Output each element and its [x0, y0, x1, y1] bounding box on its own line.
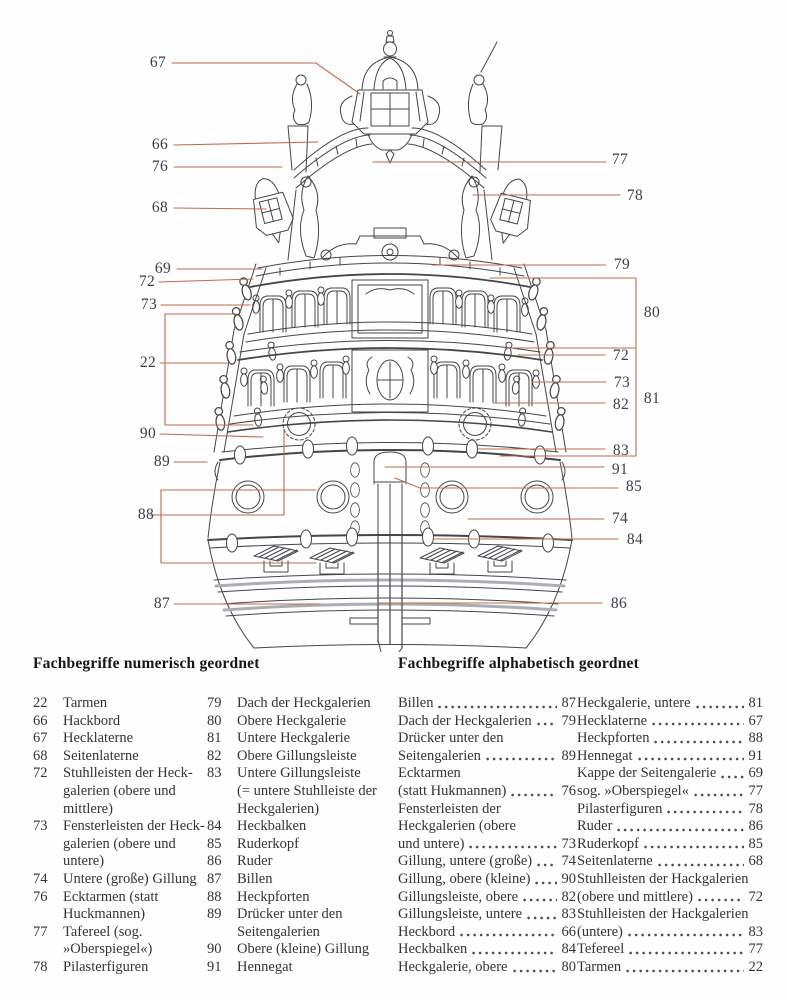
alphabetic-term-row	[577, 959, 763, 977]
term-number: 91	[207, 958, 222, 975]
numeric-term-row	[33, 941, 205, 959]
term-text: Untere Heckgalerie	[237, 730, 351, 747]
term-number: 87	[207, 870, 222, 887]
term-text: Ruder	[237, 853, 273, 870]
term-number	[33, 783, 55, 801]
callout-number: 68	[151, 199, 169, 216]
alphabetic-term-row	[577, 889, 763, 907]
term-text: Heckpforten	[237, 888, 310, 905]
term-text: Heckbord	[398, 923, 456, 940]
counter-drawing	[208, 452, 572, 538]
term-text: Stuhlleisten der Heck-	[63, 765, 193, 782]
alphabetic-term-row	[398, 871, 576, 889]
callout-number: 89	[153, 453, 171, 470]
term-text: (untere)	[577, 923, 623, 940]
term-page: 68	[748, 853, 763, 870]
alphabetic-term-row	[398, 765, 576, 783]
term-text: Tarmen	[577, 958, 622, 975]
term-number	[33, 941, 55, 959]
term-page: 81	[748, 695, 763, 711]
numeric-term-row	[33, 959, 205, 977]
numeric-term-row	[33, 801, 205, 819]
term-text: Huckmannen)	[63, 906, 146, 923]
alphabetic-term-row	[398, 748, 576, 766]
dot-leader	[721, 774, 744, 780]
term-page: 84	[561, 941, 576, 958]
term-number: 74	[33, 870, 48, 887]
term-text: Hackbord	[63, 712, 121, 729]
alphabetic-term-row	[577, 713, 763, 731]
term-text: Obere Gillungsleiste	[237, 747, 357, 764]
term-number: 85	[207, 835, 222, 852]
term-number: 90	[207, 941, 222, 958]
numeric-term-row	[207, 801, 395, 819]
alphabetic-term-row	[398, 818, 576, 836]
dot-leader	[652, 721, 744, 727]
numeric-term-row	[33, 818, 205, 836]
term-number: 22	[33, 695, 48, 711]
term-number: 76	[33, 888, 48, 905]
dot-leader	[537, 721, 557, 727]
term-text: Hennegat	[577, 747, 633, 764]
term-page: 66	[561, 923, 576, 940]
side-tarmen-drawing	[214, 264, 566, 452]
term-text: Heckpforten	[577, 730, 650, 747]
dot-leader	[658, 862, 744, 868]
dot-leader	[460, 932, 557, 938]
callout-number: 84	[626, 531, 644, 548]
callout-number: 67	[149, 54, 167, 71]
term-number	[33, 801, 55, 819]
alphabetic-list-column-1	[398, 695, 576, 977]
term-text: Ecktarmen	[398, 765, 461, 782]
dot-leader	[527, 915, 557, 921]
dot-leader	[486, 756, 557, 762]
callout-number: 88	[137, 506, 155, 523]
term-text: Ruderkopf	[577, 835, 640, 852]
term-text: Billen	[237, 870, 273, 887]
dot-leader	[438, 704, 557, 710]
callout-number: 85	[625, 478, 643, 495]
numeric-list-heading: Fachbegriffe numerisch geordnet	[33, 655, 260, 672]
alphabetic-term-row	[398, 924, 576, 942]
term-number: 86	[207, 853, 222, 870]
callout-number: 82	[612, 396, 630, 413]
dot-leader	[696, 704, 744, 710]
term-number: 73	[33, 818, 48, 835]
numeric-term-row	[207, 959, 395, 977]
hackbord-drawing	[288, 42, 502, 188]
alphabetic-list-heading: Fachbegriffe alphabetisch geordnet	[398, 655, 639, 672]
alphabetic-term-row	[577, 783, 763, 801]
term-text: Obere (kleine) Gillung	[237, 941, 370, 958]
term-text: Fensterleisten der	[398, 800, 501, 817]
numeric-term-row	[207, 924, 395, 942]
term-number: 81	[207, 730, 222, 747]
alphabetic-term-row	[398, 836, 576, 854]
term-number	[33, 853, 55, 871]
callout-number: 79	[613, 256, 631, 273]
alphabetic-term-row	[398, 906, 576, 924]
term-text: Seitengalerien	[237, 923, 320, 940]
term-page: 77	[748, 941, 763, 958]
callout-number: 81	[643, 390, 661, 407]
numeric-term-row	[207, 941, 395, 959]
callout-number: 77	[611, 151, 629, 168]
numeric-term-row	[33, 765, 205, 783]
term-text: Stuhlleisten der Hackgalerien	[577, 906, 749, 923]
middle-gallery-drawing	[234, 341, 546, 417]
numeric-term-row	[33, 906, 205, 924]
alphabetic-term-row	[577, 695, 763, 713]
term-text: Hennegat	[237, 958, 293, 975]
term-text: Tarmen	[63, 695, 108, 711]
term-number: 77	[33, 923, 48, 940]
term-text: Pilasterfiguren	[577, 800, 663, 817]
term-text: Fensterleisten der Heck-	[63, 818, 205, 835]
term-text: galerien (obere und	[63, 782, 176, 799]
term-text: Pilasterfiguren	[63, 958, 149, 975]
term-number: 83	[207, 765, 222, 782]
term-page: 83	[748, 923, 763, 940]
callout-number: 90	[139, 425, 157, 442]
term-page: 74	[561, 853, 576, 870]
term-text: Untere Gillungsleiste	[237, 765, 361, 782]
term-text: Heckbalken	[398, 941, 468, 958]
term-number: 79	[207, 695, 222, 711]
term-text: Ruder	[577, 818, 613, 835]
term-page: 91	[748, 747, 763, 764]
term-text: mittlere)	[63, 800, 113, 817]
numeric-term-row	[207, 836, 395, 854]
alphabetic-term-row	[398, 801, 576, 819]
term-text: Hecklaterne	[63, 730, 134, 747]
term-page: 77	[748, 782, 763, 799]
dot-leader	[698, 897, 744, 903]
alphabetic-term-row	[398, 695, 576, 713]
dot-leader	[629, 950, 744, 956]
numeric-term-row	[33, 889, 205, 907]
term-text: Stuhlleisten der Hackgalerien	[577, 870, 749, 887]
alphabetic-term-row	[398, 941, 576, 959]
term-text: Untere (große) Gillung	[63, 870, 197, 887]
term-number: 82	[207, 747, 222, 764]
term-text: Gillung, untere (große)	[398, 853, 533, 870]
dot-leader	[626, 968, 744, 974]
callout-number: 74	[611, 510, 629, 527]
term-number: 80	[207, 712, 222, 729]
term-text: untere)	[63, 853, 105, 870]
term-page: 72	[748, 888, 763, 905]
term-text: Ecktarmen (statt	[63, 888, 159, 905]
term-page: 87	[561, 695, 576, 711]
alphabetic-term-row	[577, 853, 763, 871]
dot-leader	[617, 827, 744, 833]
callout-number: 22	[139, 354, 157, 371]
term-page: 90	[561, 870, 576, 887]
numeric-term-row	[207, 730, 395, 748]
numeric-term-row	[207, 748, 395, 766]
alphabetic-term-row	[577, 818, 763, 836]
term-text: Kappe der Seitengalerie	[577, 765, 717, 782]
term-page: 88	[748, 730, 763, 747]
alphabetic-term-row	[577, 801, 763, 819]
term-text: sog. »Oberspiegel«	[577, 782, 689, 799]
term-text: Heckgalerien)	[237, 800, 320, 817]
numeric-term-row	[207, 871, 395, 889]
callout-number: 86	[610, 595, 628, 612]
numeric-list-column-2	[207, 695, 395, 977]
term-text: Hecklaterne	[577, 712, 648, 729]
callout-number: 80	[643, 304, 661, 321]
term-number	[207, 801, 229, 819]
term-text: Heckgalerien (obere	[398, 818, 516, 835]
alphabetic-term-row	[398, 783, 576, 801]
dot-leader	[535, 880, 557, 886]
term-number: 66	[33, 712, 48, 729]
term-page: 86	[748, 818, 763, 835]
term-number: 84	[207, 818, 222, 835]
alphabetic-term-row	[398, 853, 576, 871]
term-text: Heckgalerie, obere	[398, 958, 508, 975]
term-page: 82	[561, 888, 576, 905]
term-text: Obere Heckgalerie	[237, 712, 347, 729]
term-number: 88	[207, 888, 222, 905]
numeric-term-row	[33, 853, 205, 871]
term-number	[207, 924, 229, 942]
numeric-term-row	[33, 836, 205, 854]
numeric-term-row	[33, 783, 205, 801]
dot-leader	[469, 844, 557, 850]
alphabetic-term-row	[577, 924, 763, 942]
term-page: 76	[561, 782, 576, 799]
numeric-term-row	[33, 748, 205, 766]
term-number: 72	[33, 765, 48, 782]
numeric-term-row	[33, 924, 205, 942]
numeric-term-row	[207, 713, 395, 731]
term-number	[33, 906, 55, 924]
term-page: 69	[748, 765, 763, 782]
dot-leader	[523, 897, 557, 903]
alphabetic-term-row	[577, 748, 763, 766]
callout-number: 83	[612, 442, 630, 459]
term-text: Tefereel	[577, 941, 625, 958]
alphabetic-term-row	[577, 836, 763, 854]
term-page: 85	[748, 835, 763, 852]
numeric-term-row	[207, 889, 395, 907]
numeric-term-row	[33, 695, 205, 713]
dot-leader	[511, 792, 557, 798]
upper-gallery-drawing	[246, 256, 534, 343]
term-number: 67	[33, 730, 48, 747]
alphabetic-term-row	[577, 765, 763, 783]
callout-number: 73	[140, 296, 158, 313]
alphabetic-term-row	[577, 730, 763, 748]
term-text: Ruderkopf	[237, 835, 300, 852]
numeric-term-row	[207, 783, 395, 801]
term-text: Drücker unter den	[398, 730, 504, 747]
term-text: Billen	[398, 695, 434, 711]
term-page: 79	[561, 712, 576, 729]
dot-leader	[654, 739, 744, 745]
alphabetic-term-row	[577, 871, 763, 889]
term-text: »Oberspiegel«)	[63, 941, 153, 958]
numeric-term-row	[207, 853, 395, 871]
term-page: 89	[561, 747, 576, 764]
dot-leader	[667, 809, 744, 815]
term-text: Gillung, obere (kleine)	[398, 870, 531, 887]
dot-leader	[694, 792, 744, 798]
term-text: Heckbalken	[237, 818, 307, 835]
term-text: Seitengalerien	[398, 747, 481, 764]
alphabetic-term-row	[398, 959, 576, 977]
stern-lantern-drawing	[340, 31, 439, 164]
term-number: 78	[33, 958, 48, 975]
term-text: Drücker unter den	[237, 906, 343, 923]
term-page: 67	[748, 712, 763, 729]
term-text: Seitenlaterne	[63, 747, 139, 764]
alphabetic-term-row	[398, 730, 576, 748]
term-text: Tafereel (sog.	[63, 923, 143, 940]
term-number	[207, 783, 229, 801]
term-page: 73	[561, 835, 576, 852]
callout-number: 91	[611, 461, 629, 478]
callout-number: 87	[153, 595, 171, 612]
numeric-term-row	[207, 765, 395, 783]
term-text: Gillungsleiste, obere	[398, 888, 519, 905]
term-page: 83	[561, 906, 576, 923]
term-text: (obere und mittlere)	[577, 888, 693, 905]
term-text: Gillungsleiste, untere	[398, 906, 523, 923]
term-text: Dach der Heckgalerien	[398, 712, 532, 729]
numeric-term-row	[33, 871, 205, 889]
callout-number: 72	[138, 273, 156, 290]
alphabetic-term-row	[398, 713, 576, 731]
term-page: 78	[748, 800, 763, 817]
numeric-term-row	[207, 818, 395, 836]
numeric-term-row	[207, 695, 395, 713]
term-text: (= untere Stuhlleiste der	[237, 782, 377, 799]
callout-number: 73	[613, 374, 631, 391]
callout-number: 69	[154, 260, 172, 277]
alphabetic-term-row	[398, 889, 576, 907]
callout-number: 78	[626, 187, 644, 204]
term-text: galerien (obere und	[63, 835, 176, 852]
alphabetic-list-column-2	[577, 695, 763, 977]
term-page: 80	[561, 958, 576, 975]
term-text: Heckgalerie, untere	[577, 695, 691, 711]
term-number: 68	[33, 747, 48, 764]
numeric-list-column-1	[33, 695, 205, 977]
term-text: Dach der Heckgalerien	[237, 695, 371, 711]
callout-number: 66	[151, 136, 169, 153]
term-page: 22	[748, 958, 763, 975]
numeric-term-row	[207, 906, 395, 924]
side-lanterns-drawing	[245, 174, 538, 260]
dot-leader	[644, 844, 744, 850]
alphabetic-term-row	[577, 941, 763, 959]
alphabetic-term-row	[577, 906, 763, 924]
callout-number: 72	[612, 347, 630, 364]
dot-leader	[513, 968, 558, 974]
term-text: und untere)	[398, 835, 465, 852]
dot-leader	[638, 756, 744, 762]
term-number: 89	[207, 906, 222, 923]
term-text: Seitenlaterne	[577, 853, 653, 870]
numeric-term-row	[33, 713, 205, 731]
callout-number: 76	[151, 158, 169, 175]
dot-leader	[628, 932, 744, 938]
term-number	[33, 836, 55, 854]
term-text: (statt Hukmannen)	[398, 782, 507, 799]
numeric-term-row	[33, 730, 205, 748]
dot-leader	[472, 950, 557, 956]
dot-leader	[537, 862, 557, 868]
